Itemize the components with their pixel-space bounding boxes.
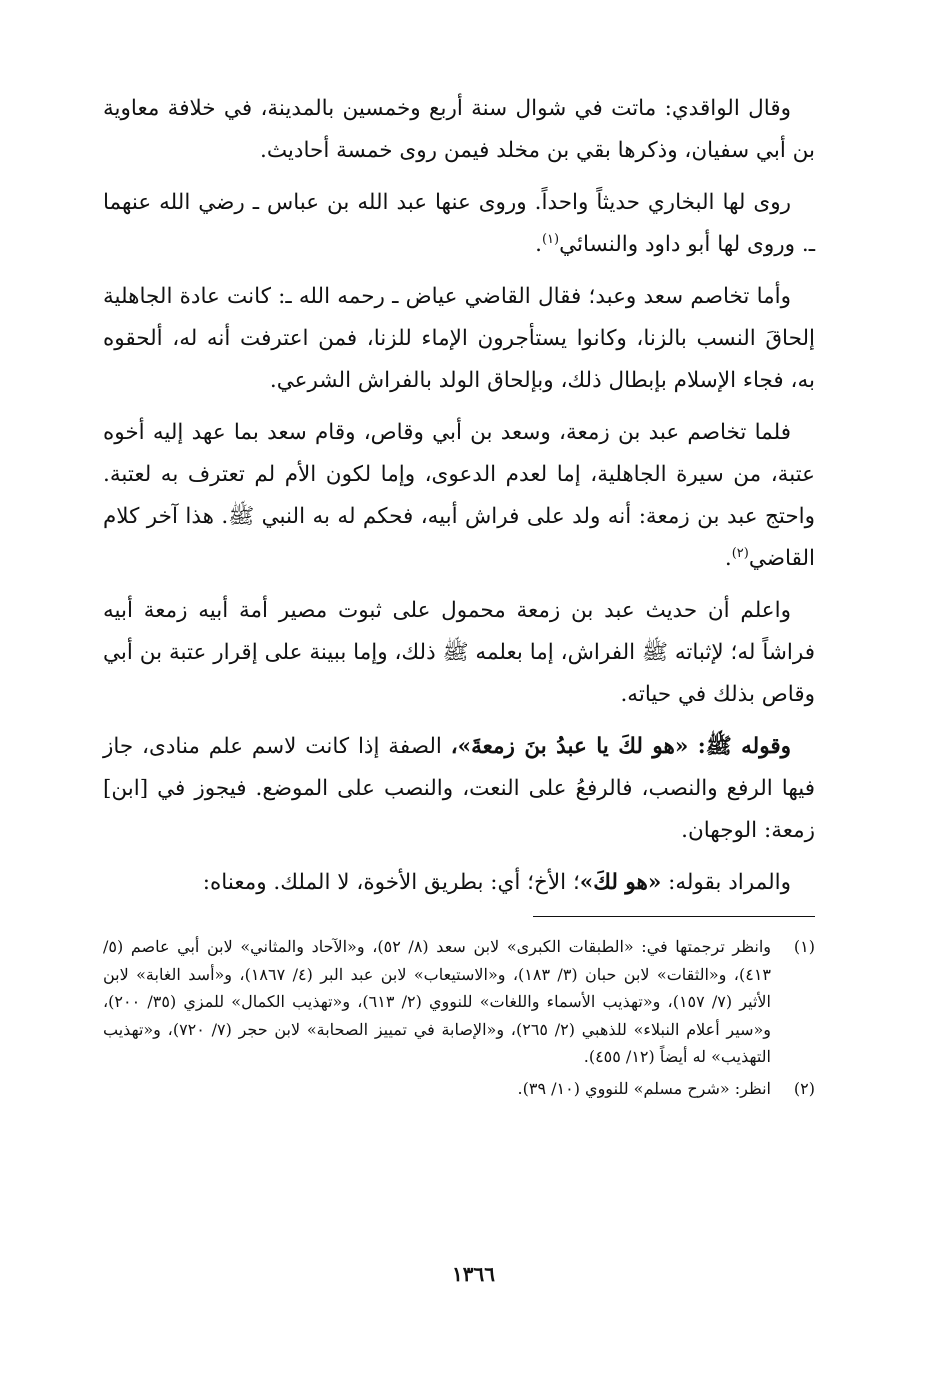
hadith-quote: وقوله ﷺ: «هو لكَ يا عبدُ بنَ زمعةَ»، — [450, 734, 791, 759]
hadith-quote: «هو لكَ» — [579, 870, 662, 895]
main-text — [103, 88, 815, 904]
page-number: ١٣٦٦ — [452, 1262, 495, 1286]
paragraph: وأما تخاصم سعد وعبد؛ فقال القاضي عياض ـ رحمه الله ـ: كانت عادة الجاهلية إلحاقَ النسب بالزنا، وكانوا يستأجرون الإماء للزنا، فمن اعترفت أنه له، ألحقوه به، فجاء الإسلام بإبطال ذلك، وبإلحاق الولد بالفراش الشرعي. — [103, 284, 815, 393]
footnote — [103, 1075, 815, 1103]
footnote-number: (١) — [793, 937, 815, 956]
footnote — [103, 933, 815, 1071]
footnote-text: انظر: «شرح مسلم» للنووي (١٠/ ٣٩). — [517, 1078, 771, 1098]
footnotes — [103, 933, 815, 1102]
footnote-text: وانظر ترجمتها في: «الطبقات الكبرى» لابن سعد (٨/ ٥٢)، و«الآحاد والمثاني» لابن أبي عاصم (٥/ ٤١٣)، و«الثقات» لابن حبان (٣/ ١٨٣)، و«الاستيعاب» لابن عبد البر (٤/ ١٨٦٧)، و«أسد الغابة» لابن الأثير (٧/ ١٥٧)، و«تهذيب الأسماء واللغات» للنووي (٢/ ٦١٣)، و«تهذيب الكمال» للمزي (٣٥/ ٢٠٠)، و«سير أعلام النبلاء» للذهبي (٢/ ٢٦٥)، و«الإصابة في تمييز الصحابة» لابن حجر (٧/ ٧٢٠)، و«تهذيب التهذيب» له أيضاً (١٢/ ٤٥٥). — [103, 937, 772, 1066]
footnote-ref[interactable]: (١) — [541, 231, 560, 247]
paragraph: وقوله ﷺ: «هو لكَ يا عبدُ بنَ زمعةَ»، الصفة إذا كانت لاسم علم منادى، جاز فيها الرفع والنصب، فالرفعُ على النعت، والنصب على الموضع. فيجوز في [ابن] زمعة: الوجهان. — [103, 734, 815, 843]
footnote-divider — [533, 916, 815, 917]
paragraph: واعلم أن حديث عبد بن زمعة محمول على ثبوت مصير أمة أبيه زمعة أبيه فراشاً له؛ لإثباته ﷺ الفراش، إما بعلمه ﷺ ذلك، وإما ببينة على إقرار عتبة بن أبي وقاص بذلك في حياته. — [103, 598, 815, 707]
footnote-number: (٢) — [793, 1078, 815, 1098]
paragraph: والمراد بقوله: «هو لكَ»؛ الأخ؛ أي: بطريق الأخوة، لا الملك. ومعناه: — [202, 870, 791, 895]
paragraph: روى لها البخاري حديثاً واحداً. وروى عنها عبد الله بن عباس ـ رضي الله عنهما ـ. وروى لها أبو داود والنسائي$^{(١)}$. — [103, 190, 815, 257]
footnote-ref[interactable]: (٢) — [731, 545, 749, 561]
page-body — [103, 88, 815, 1106]
paragraph: وقال الواقدي: ماتت في شوال سنة أربع وخمسين بالمدينة، في خلافة معاوية بن أبي سفيان، وذكرها بقي بن مخلد فيمن روى خمسة أحاديث. — [103, 96, 815, 163]
paragraph: فلما تخاصم عبد بن زمعة، وسعد بن أبي وقاص، وقام سعد بما عهد إليه أخوه عتبة، من سيرة الجاهلية، إما لعدم الدعوى، وإما لكون الأم لم تعترف به لعتبة. واحتج عبد بن زمعة: أنه ولد على فراش أبيه، فحكم له به النبي ﷺ. هذا آخر كلام القاضي$^{(٢)}$. — [103, 420, 815, 571]
